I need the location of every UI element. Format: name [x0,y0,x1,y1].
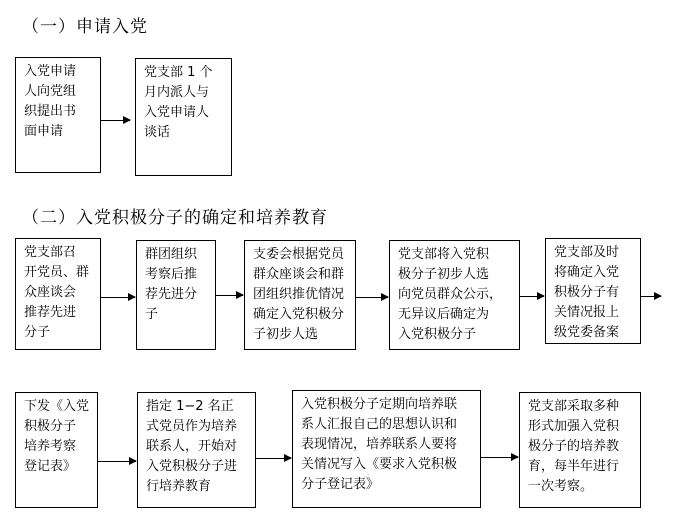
flow-arrow-icon [481,457,518,458]
flow-arrow-icon [216,295,243,296]
step-text-line: 登记表》 [24,459,77,474]
step-text-line: 子 [145,307,159,322]
step-text-line: 团组织推优情况 [253,287,345,302]
step-text-line: 分子登记表》 [301,477,380,492]
flow-step-box [136,240,216,350]
flow-step-box [15,392,98,508]
step-text-line: 育，每半年进行 [528,459,620,474]
flow-step-box [244,240,356,350]
step-text-line: 积极分子 [24,419,77,434]
flow-step-box [545,238,641,344]
flow-step-box [135,58,232,176]
flow-arrow-icon [641,296,661,297]
step-text-line: 群众座谈会和群 [253,267,345,282]
step-text-line: 党支部将入党积 [398,247,490,262]
step-text-line: 众座谈会 [24,285,77,300]
step-text-line: 人向党组 [24,84,77,99]
step-text-line: 级党委备案 [554,325,620,340]
step-text-line: 向党员群众公示， [398,287,503,302]
step-text-line: 下发《入党 [24,399,90,414]
step-text-line: 无异议后确定为 [398,307,490,322]
step-text-line: 推荐先进 [24,305,77,320]
step-text-line: 指定 1−2 名正 [146,399,234,414]
step-text-line: 一次考察。 [528,479,594,494]
step-text-line: 联系人，开始对 [146,439,238,454]
step-text-line: 分子 [24,325,51,340]
step-text-line: 确定入党积极分 [253,307,345,322]
step-text-line: 系人汇报自己的思想认识和 [301,417,458,432]
step-text-line: 形式加强入党积 [528,419,620,434]
step-text-line: 极分子初步人选 [398,267,490,282]
step-text-line: 式党员作为培养 [146,419,238,434]
step-text-line: 关情况写入《要求入党积极 [301,457,458,472]
flow-step-box [15,238,101,350]
step-text-line: 将确定入党 [554,265,620,280]
step-text-line: 入党申请人 [144,105,210,120]
step-text-line: 党支部采取多种 [528,399,620,414]
flow-step-box [389,240,520,350]
step-text-line: 入党积极分子 [398,327,477,342]
step-text-line: 支委会根据党员 [253,247,345,262]
section2-title: （二）入党积极分子的确定和培养教育 [22,208,328,228]
step-text-line: 月内派人与 [144,85,210,100]
step-text-line: 培养考察 [24,439,77,454]
step-text-line: 入党积极分子进 [146,459,238,474]
flow-arrow-icon [101,120,130,121]
step-text-line: 织提出书 [24,104,77,119]
step-text-line: 入党积极分子定期向培养联 [301,397,458,412]
flow-step-box [15,57,101,173]
step-text-line: 行培养教育 [146,479,212,494]
step-text-line: 党支部及时 [554,245,620,260]
flow-arrow-icon [520,296,544,297]
flow-arrow-icon [356,297,388,298]
step-text-line: 荐先进分 [145,287,198,302]
step-text-line: 党支部 1 个 [144,65,213,80]
step-text-line: 谈话 [144,125,171,140]
step-text-line: 群团组织 [145,247,198,262]
flow-arrow-icon [98,461,136,462]
step-text-line: 开党员、群 [24,265,90,280]
step-text-line: 关情况报上 [554,305,620,320]
flow-arrow-icon [101,297,135,298]
step-text-line: 极分子的培养教 [528,439,620,454]
step-text-line: 入党申请 [24,64,77,79]
flow-step-box [137,392,256,508]
flow-step-box [519,392,641,508]
step-text-line: 子初步人选 [253,327,319,342]
step-text-line: 积极分子有 [554,285,620,300]
flow-arrow-icon [256,458,291,459]
step-text-line: 考察后推 [145,267,198,282]
step-text-line: 党支部召 [24,245,77,260]
section1-title: （一）申请入党 [22,17,148,37]
step-text-line: 面申请 [24,124,64,139]
step-text-line: 表现情况，培养联系人要将 [301,437,458,452]
flow-step-box [292,390,481,508]
